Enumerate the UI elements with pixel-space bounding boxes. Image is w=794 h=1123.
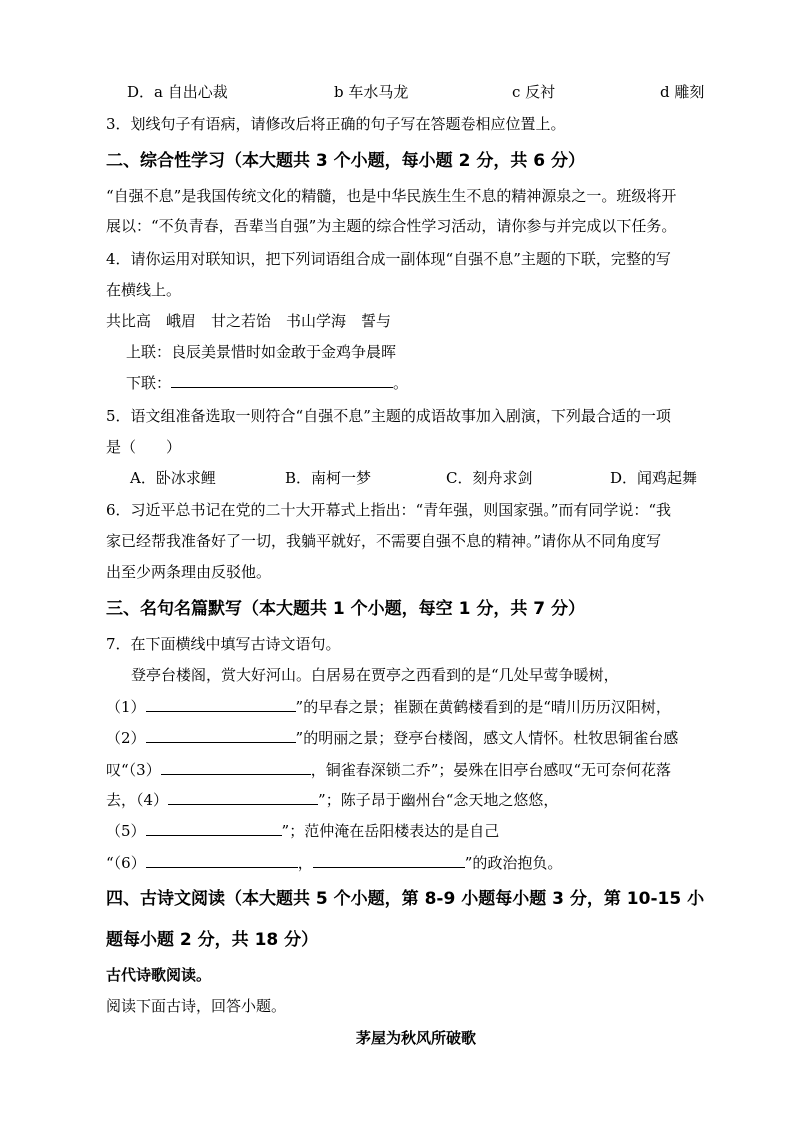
question-5-line-2: 是（ ）	[106, 438, 182, 456]
option-c: c 反衬	[512, 83, 556, 101]
poem-line-3	[106, 728, 678, 748]
section-4-heading-line-1: 四、古诗文阅读（本大题共 5 个小题，第 8-9 小题每小题 3 分，第 10-15 小	[106, 889, 705, 909]
question-4-line-2: 在横线上。	[106, 281, 182, 299]
blank-label-6: “（6）	[106, 854, 146, 872]
q5-option-b: B．南柯一梦	[285, 469, 372, 487]
option-e: d 雕刻	[660, 83, 705, 101]
blank-label-2: （2）	[106, 729, 146, 747]
question-6-line-1: 6．习近平总书记在党的二十大开幕式上指出：“青年强，则国家强。”而有同学说：“我	[106, 501, 672, 519]
question-5-line-1: 5．语文组准备选取一则符合“自强不息”主题的成语故事加入剧演，下列最合适的一项	[106, 407, 671, 425]
word-list: 共比高 峨眉 甘之若饴 书山学海 誓与	[106, 312, 392, 330]
section-2-intro-2: 展以：“不负青春，吾辈当自强”为主题的综合性学习活动，请你参与并完成以下任务。	[106, 217, 677, 235]
question-6-line-3: 出至少两条理由反驳他。	[106, 563, 272, 581]
subsection-title: 古代诗歌阅读。	[106, 966, 212, 984]
poem-line-7-text: ”的政治抱负。	[464, 854, 563, 872]
upper-couplet: 上联：良辰美景惜时如金敢于金鸡争晨晖	[126, 343, 397, 361]
poem-line-7	[106, 853, 562, 873]
answer-blank-6a[interactable]	[146, 853, 298, 868]
answer-blank-1[interactable]	[146, 697, 296, 712]
answer-blank-4[interactable]	[168, 790, 318, 805]
question-3: 3．划线句子有语病，请修改后将正确的句子写在答题卷相应位置上。	[106, 115, 566, 133]
q5-option-d: D．闻鸡起舞	[610, 469, 698, 487]
poem-line-4	[106, 760, 671, 780]
q5-option-c: C．刻舟求剑	[446, 469, 533, 487]
blank-label-4: 去，（4）	[106, 791, 169, 809]
poem-line-1: 登亭台楼阁，赏大好河山。白居易在贾亭之西看到的是“几处早莺争暖树，	[131, 666, 619, 684]
poem-line-5-text: ”；陈子昂于幽州台“念天地之悠悠，	[318, 791, 559, 809]
poem-line-5	[106, 790, 558, 810]
answer-blank-6b[interactable]	[313, 853, 465, 868]
poem-line-4-text: ，铜雀春深锁二乔”；晏殊在旧亭台感叹“无可奈何花落	[310, 761, 672, 779]
option-d: D．a 自出心裁	[127, 83, 228, 101]
instruction: 阅读下面古诗，回答小题。	[106, 997, 287, 1015]
poem-line-3-text: ”的明丽之景；登亭台楼阁，感文人情怀。杜牧思铜雀台感	[295, 729, 679, 747]
section-4-heading-line-2: 题每小题 2 分，共 18 分）	[106, 930, 319, 950]
question-6-line-2: 家已经帮我准备好了一切，我躺平就好，不需要自强不息的精神。”请你从不同角度写	[106, 532, 662, 550]
poem-title: 茅屋为秋风所破歌	[356, 1029, 477, 1047]
lower-couplet	[126, 373, 408, 393]
poem-line-6-text: ”；范仲淹在岳阳楼表达的是自己	[281, 822, 500, 840]
section-2-heading: 二、综合性学习（本大题共 3 个小题，每小题 2 分，共 6 分）	[106, 151, 585, 171]
poem-line-2	[106, 697, 671, 717]
blank-label-5: （5）	[106, 822, 146, 840]
lower-couplet-label: 下联：	[126, 374, 172, 392]
poem-line-2-text: ”的早春之景；崔颢在黄鹤楼看到的是“晴川历历汉阳树，	[295, 698, 671, 716]
blank-label-1: （1）	[106, 698, 146, 716]
answer-blank-3[interactable]	[161, 760, 311, 775]
answer-blank-5[interactable]	[146, 821, 282, 836]
question-4-line-1: 4．请你运用对联知识，把下列词语组合成一副体现“自强不息”主题的下联，完整的写	[106, 250, 671, 268]
blank-label-3: 叹“（3）	[106, 761, 161, 779]
lower-couplet-blank[interactable]	[171, 373, 393, 388]
comma: ，	[297, 854, 313, 872]
question-7: 7．在下面横线中填写古诗文语句。	[106, 635, 341, 653]
lower-couplet-end: 。	[393, 374, 409, 392]
section-2-intro-1: “自强不息”是我国传统文化的精髓，也是中华民族生生不息的精神源泉之一。班级将开	[106, 187, 677, 205]
option-b: b 车水马龙	[334, 83, 409, 101]
section-3-heading: 三、名句名篇默写（本大题共 1 个小题，每空 1 分，共 7 分）	[106, 599, 585, 619]
poem-line-6	[106, 821, 499, 841]
answer-blank-2[interactable]	[146, 728, 296, 743]
q5-option-a: A．卧冰求鲤	[130, 469, 216, 487]
